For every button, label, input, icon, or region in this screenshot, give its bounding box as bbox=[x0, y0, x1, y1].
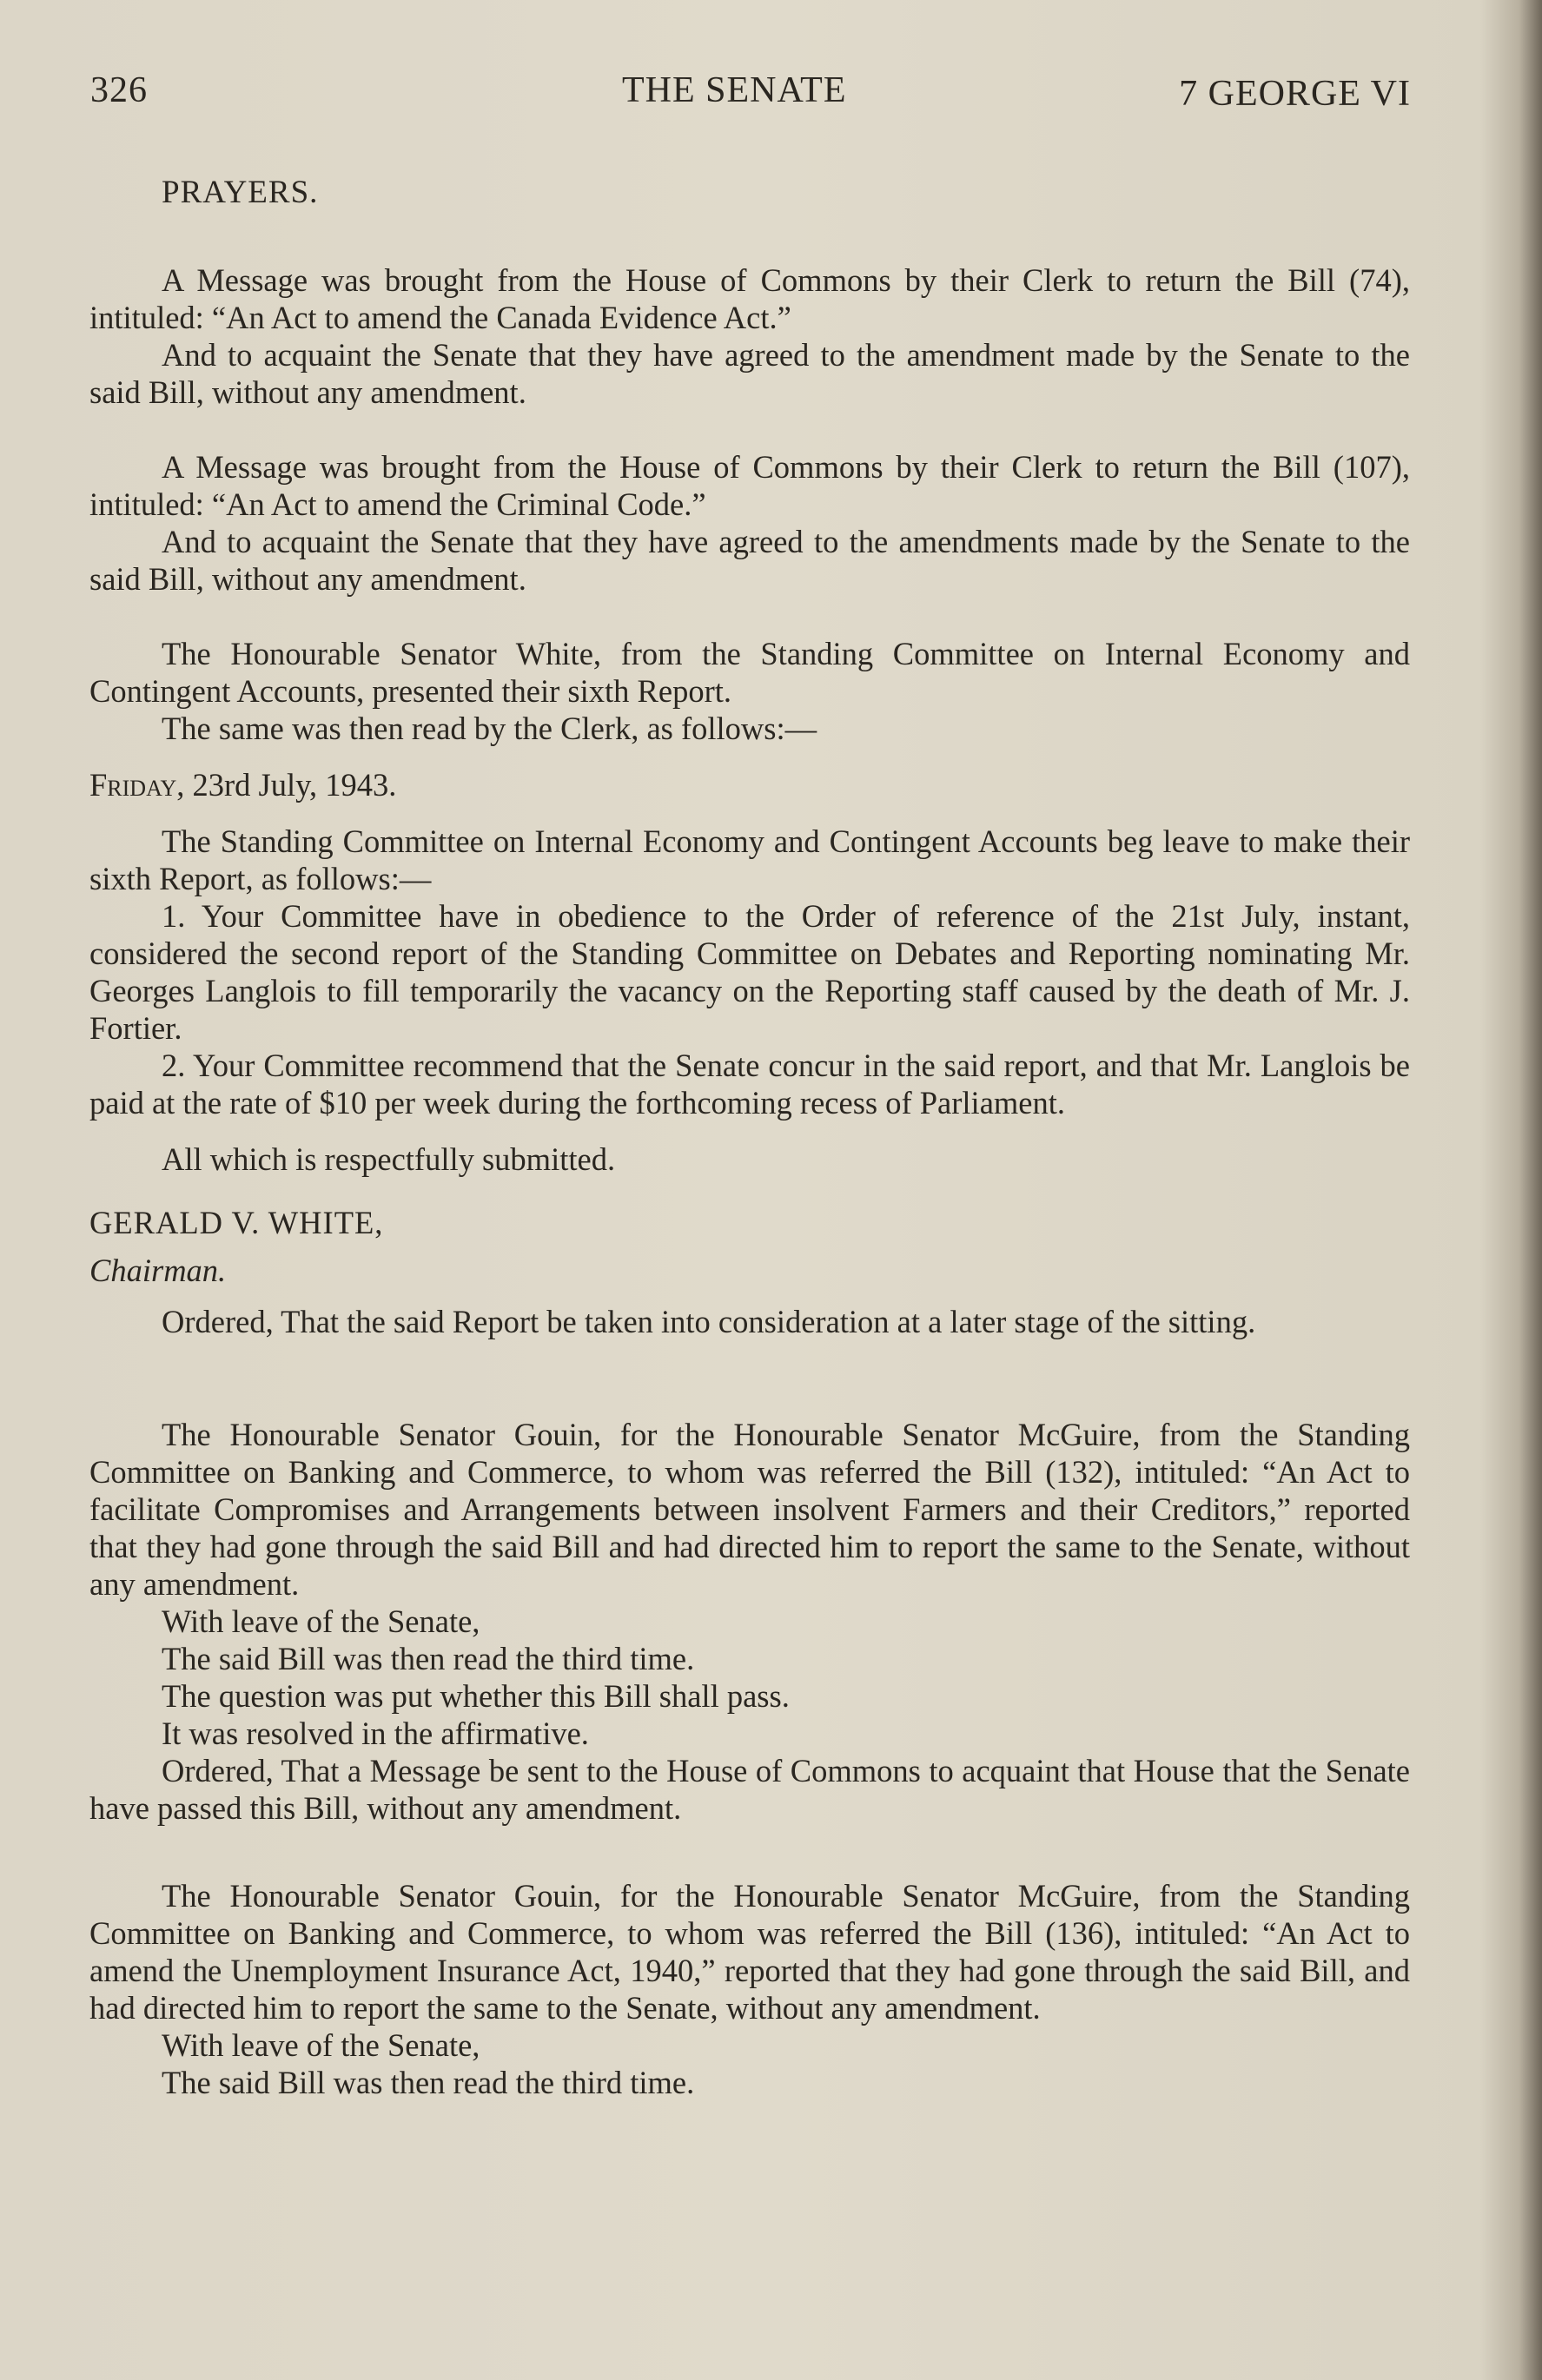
prayers-heading: PRAYERS. bbox=[162, 175, 319, 210]
report-date-day: Friday bbox=[89, 767, 177, 803]
report-date bbox=[89, 766, 1339, 803]
page-number: 326 bbox=[90, 70, 148, 110]
report-ordered: Ordered, That the said Report be taken into consideration at a later stage of the sitting. bbox=[162, 1304, 1256, 1339]
report-item-2: 2. Your Committee recommend that the Senate concur in the said report, and that Mr. Langlois be paid at the rate of $10 per week during the forthcoming recess of Parliament. bbox=[89, 1048, 1410, 1121]
bill-132-question: The question was put whether this Bill shall pass. bbox=[162, 1678, 790, 1714]
report-date-rest: , 23rd July, 1943. bbox=[176, 767, 397, 803]
bill-136-leave: With leave of the Senate, bbox=[162, 2027, 480, 2063]
message-1: A Message was brought from the House of Commons by their Clerk to return the Bill (74), intituled: “An Act to amend the Canada Evidence Act.” bbox=[89, 262, 1410, 335]
bill-132-ordered: Ordered, That a Message be sent to the House of Commons to acquaint that House that the Senate have passed this Bill, without any amendment. bbox=[89, 1753, 1410, 1826]
page-body bbox=[89, 174, 1410, 2101]
page-header bbox=[90, 69, 1411, 122]
running-title: THE SENATE bbox=[622, 70, 847, 110]
bill-132-intro: The Honourable Senator Gouin, for the Honourable Senator McGuire, from the Standing Committee on Banking and Commerce, to whom was referred the Bill (132), intituled: “An Act to facilitate Compromises and Arrangements between insolvent Farmers and their Creditors,” reported that they had gone through the said Bill and had directed him to report the same to the Senate, without any amendment. bbox=[89, 1417, 1410, 1602]
report-read: The same was then read by the Clerk, as follows:— bbox=[162, 711, 817, 746]
bill-132-third-reading: The said Bill was then read the third time. bbox=[162, 1641, 695, 1676]
message-2: A Message was brought from the House of Commons by their Clerk to return the Bill (107), intituled: “An Act to amend the Criminal Code.” bbox=[89, 449, 1410, 522]
session-label: 7 GEORGE VI bbox=[1179, 74, 1411, 114]
report-item-1: 1. Your Committee have in obedience to the Order of reference of the 21st July, instant, considered the second report of the Standing Committee on Debates and Reporting nominating Mr. Georges Langlois to fill temporarily the vacancy on the Reporting staff caused by the death of Mr. J. Fortier. bbox=[89, 898, 1410, 1046]
report-closing: All which is respectfully submitted. bbox=[162, 1141, 616, 1177]
signatory-name: GERALD V. WHITE, bbox=[89, 1205, 384, 1240]
message-1-acquaint: And to acquaint the Senate that they have agreed to the amendment made by the Senate to the said Bill, without any amendment. bbox=[89, 337, 1410, 410]
report-intro: The Honourable Senator White, from the Standing Committee on Internal Economy and Contingent Accounts, presented their sixth Report. bbox=[89, 636, 1410, 709]
bill-132-resolved: It was resolved in the affirmative. bbox=[162, 1716, 589, 1751]
bill-136-third-reading: The said Bill was then read the third time. bbox=[162, 2065, 695, 2100]
bill-136-intro: The Honourable Senator Gouin, for the Honourable Senator McGuire, from the Standing Committee on Banking and Commerce, to whom was referred the Bill (136), intituled: “An Act to amend the Unemployment Insurance Act, 1940,” reported that they had gone through the said Bill, and had directed him to report the same to the Senate, without any amendment. bbox=[89, 1878, 1410, 2026]
report-opening: The Standing Committee on Internal Economy and Contingent Accounts beg leave to make their sixth Report, as follows:— bbox=[89, 823, 1410, 896]
signatory-title: Chairman. bbox=[89, 1253, 227, 1288]
message-2-acquaint: And to acquaint the Senate that they have agreed to the amendments made by the Senate to the said Bill, without any amendment. bbox=[89, 524, 1410, 597]
bill-132-leave: With leave of the Senate, bbox=[162, 1603, 480, 1639]
